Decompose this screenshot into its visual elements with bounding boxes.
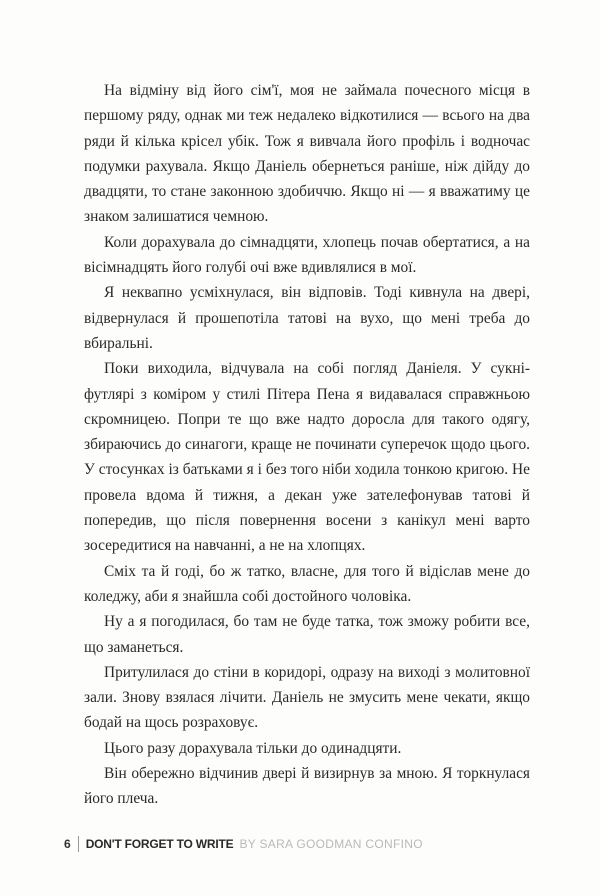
paragraph: Коли дорахувала до сімнадцяти, хлопець почав обертатися, а на вісімнадцять його голубі очі вже вдивлялися в мої. <box>84 233 530 277</box>
book-author: BY SARA GOODMAN CONFINO <box>239 837 423 851</box>
paragraph: Притулилася до стіни в коридорі, одразу на виході з молитовної зали. Знову взялася лічити. Даніель не змусить мене чекати, якщо бодай на щось розраховує. <box>84 663 530 732</box>
paragraph: Поки виходила, відчувала на собі погляд Даніеля. У сукні-футлярі з коміром у стилі Пітера Пена я видавалася справжньою скромницею. Попри те що вже надто доросла для такого одягу, збираючись до синагоги, краще не починати суперечок щодо цього. У стосунках із батьками я і без того ніби ходила тонкою кригою. Не провела вдома й тижня, а декан уже зателефонував татові й попередив, що після повернення восени з канікул мені варто зосередитися на навчанні, а не на хлопцях. <box>84 360 530 555</box>
paragraph: На відміну від його сім'ї, моя не займала почесного місця в першому ряду, однак ми теж недалеко відкотилися — всього на два ряди й кілька крісел убік. Тож я вивчала його профіль і водночас подумки рахувала. Якщо Даніель обернеться раніше, ніж дійду до двадцяти, то стане законною здобиччю. Якщо ні — я вважатиму це знаком залишатися чемною. <box>84 82 530 226</box>
paragraph: Ну а я погодилася, бо там не буде татка, тож зможу робити все, що заманеться. <box>84 613 530 656</box>
paragraph: Він обережно відчинив двері й визирнув за мною. Я торкнулася його плеча. <box>84 765 530 808</box>
page-number: 6 <box>64 837 71 851</box>
paragraph: Сміх та й годі, бо ж татко, власне, для того й відіслав мене до коледжу, аби я знайшла собі достойного чоловіка. <box>84 562 530 605</box>
footer-divider <box>78 836 79 852</box>
page-body <box>84 78 530 812</box>
page-footer <box>64 836 423 852</box>
paragraph: Цього разу дорахувала тільки до одинадцяти. <box>104 739 402 757</box>
book-title: DON'T FORGET TO WRITE <box>85 837 234 851</box>
paragraph: Я неквапно усміхнулася, він відповів. Тоді кивнула на двері, відвернулася й прошепотіла татові на вухо, що мені треба до вбиральні. <box>84 284 530 352</box>
